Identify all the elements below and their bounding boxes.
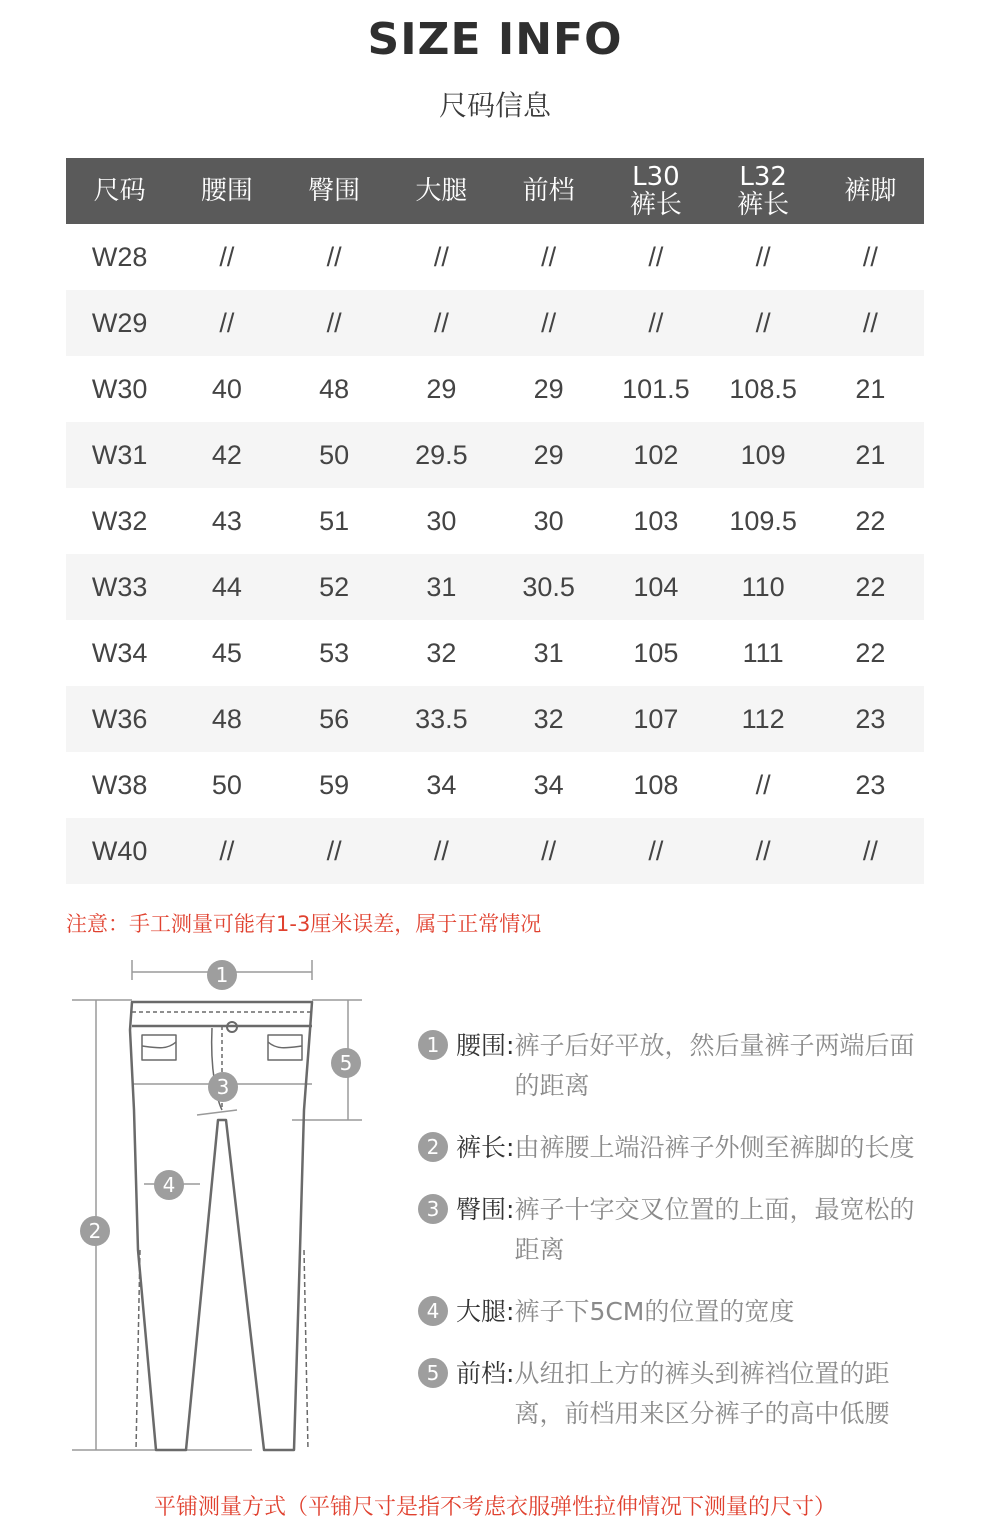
legend-description: 裤子十字交叉位置的上面，最宽松的距离 <box>514 1195 915 1264</box>
legend-term: 大腿: <box>456 1297 515 1326</box>
header-size: 尺码 <box>93 176 146 206</box>
size-cell: W34 <box>91 637 148 668</box>
value-cell: 23 <box>855 769 886 800</box>
value-cell: // <box>755 241 771 272</box>
measurement-note: 注意：手工测量可能有1-3厘米误差，属于正常情况 <box>66 912 542 936</box>
value-cell: 34 <box>533 769 564 800</box>
pants-illustration <box>72 950 372 1460</box>
value-cell: 29 <box>533 373 564 404</box>
size-cell: W30 <box>91 373 148 404</box>
value-cell: 22 <box>855 571 886 602</box>
header-leg-opening: 裤脚 <box>844 176 897 206</box>
value-cell: 31 <box>533 637 564 668</box>
size-cell: W29 <box>91 307 148 338</box>
value-cell: // <box>219 307 235 338</box>
size-cell: W38 <box>91 769 148 800</box>
legend-term: 臀围: <box>456 1195 515 1224</box>
value-cell: // <box>862 241 878 272</box>
size-cell: W33 <box>91 571 148 602</box>
size-table <box>66 158 924 884</box>
page-subtitle: 尺码信息 <box>438 89 551 122</box>
value-cell: 105 <box>633 637 679 668</box>
size-cell: W40 <box>91 835 148 866</box>
measurement-method-footer: 平铺测量方式（平铺尺寸是指不考虑衣服弹性拉伸情况下测量的尺寸） <box>153 1495 836 1520</box>
legend-term: 裤长: <box>456 1133 515 1162</box>
value-cell: 32 <box>426 637 457 668</box>
marker-2: 2 <box>80 1216 110 1246</box>
value-cell: 104 <box>633 571 679 602</box>
value-cell: 103 <box>633 505 679 536</box>
header-thigh: 大腿 <box>415 176 468 206</box>
marker-3: 3 <box>208 1072 238 1102</box>
value-cell: // <box>219 835 235 866</box>
marker-1: 1 <box>207 960 237 990</box>
table-row <box>66 818 924 884</box>
size-cell: W32 <box>91 505 148 536</box>
value-cell: 110 <box>741 571 785 602</box>
size-cell: W36 <box>91 703 148 734</box>
value-cell: 23 <box>855 703 886 734</box>
value-cell: 102 <box>633 439 679 470</box>
pants-diagram <box>72 950 372 1464</box>
value-cell: 50 <box>319 439 350 470</box>
value-cell: 43 <box>211 505 242 536</box>
size-cell: W28 <box>91 241 148 272</box>
table-row <box>66 686 924 752</box>
legend-description: 从纽扣上方的裤头到裤裆位置的距离，前档用来区分裤子的高中低腰 <box>514 1359 890 1428</box>
legend-number: 2 <box>418 1132 448 1162</box>
value-cell: // <box>755 835 771 866</box>
value-cell: 29.5 <box>415 439 468 470</box>
legend-number: 1 <box>418 1030 448 1060</box>
table-row <box>66 620 924 686</box>
value-cell: 48 <box>319 373 350 404</box>
table-row <box>66 290 924 356</box>
legend-item-waist <box>418 1026 938 1106</box>
value-cell: 101.5 <box>622 373 690 404</box>
value-cell: 108 <box>633 769 679 800</box>
value-cell: 42 <box>211 439 242 470</box>
value-cell: // <box>541 835 557 866</box>
value-cell: 29 <box>426 373 457 404</box>
value-cell: // <box>326 835 342 866</box>
measurement-legend <box>418 1026 938 1456</box>
value-cell: 56 <box>319 703 350 734</box>
value-cell: 31 <box>426 571 457 602</box>
legend-description: 裤子后好平放，然后量裤子两端后面的距离 <box>514 1031 915 1100</box>
value-cell: 53 <box>319 637 350 668</box>
header-hip: 臀围 <box>308 176 361 206</box>
value-cell: 22 <box>855 505 886 536</box>
value-cell: // <box>648 307 664 338</box>
value-cell: // <box>219 241 235 272</box>
value-cell: // <box>433 307 449 338</box>
value-cell: 34 <box>426 769 457 800</box>
value-cell: // <box>541 307 557 338</box>
value-cell: // <box>755 307 771 338</box>
legend-term: 腰围: <box>456 1031 515 1060</box>
value-cell: 32 <box>533 703 564 734</box>
value-cell: // <box>433 835 449 866</box>
legend-description: 由裤腰上端沿裤子外侧至裤脚的长度 <box>514 1133 915 1162</box>
value-cell: 108.5 <box>729 373 797 404</box>
value-cell: 21 <box>855 439 886 470</box>
value-cell: // <box>862 307 878 338</box>
legend-number: 4 <box>418 1296 448 1326</box>
size-cell: W31 <box>91 439 148 470</box>
table-body <box>66 224 924 884</box>
value-cell: 30.5 <box>522 571 575 602</box>
value-cell: 45 <box>211 637 242 668</box>
header-waist: 腰围 <box>200 176 253 206</box>
table-row <box>66 224 924 290</box>
value-cell: 40 <box>211 373 242 404</box>
table-header <box>66 158 924 224</box>
header-rise: 前档 <box>522 176 575 206</box>
legend-item-length <box>418 1128 938 1168</box>
table-row <box>66 356 924 422</box>
legend-item-thigh <box>418 1292 938 1332</box>
value-cell: 109.5 <box>729 505 797 536</box>
table-row <box>66 554 924 620</box>
value-cell: 22 <box>855 637 886 668</box>
table-row <box>66 488 924 554</box>
value-cell: // <box>433 241 449 272</box>
legend-item-hip <box>418 1190 938 1270</box>
value-cell: // <box>326 307 342 338</box>
value-cell: // <box>648 835 664 866</box>
legend-number: 3 <box>418 1194 448 1224</box>
value-cell: 109 <box>740 439 786 470</box>
page-title: SIZE INFO <box>367 14 623 65</box>
value-cell: 33.5 <box>415 703 468 734</box>
legend-term: 前档: <box>456 1359 515 1388</box>
value-cell: // <box>648 241 664 272</box>
value-cell: 48 <box>211 703 242 734</box>
value-cell: 112 <box>741 703 785 734</box>
marker-4: 4 <box>154 1170 184 1200</box>
header-l32-length: L32 裤长 <box>737 162 790 220</box>
value-cell: // <box>862 835 878 866</box>
table-row <box>66 752 924 818</box>
table-row <box>66 422 924 488</box>
value-cell: 21 <box>855 373 886 404</box>
value-cell: 29 <box>533 439 564 470</box>
legend-item-rise <box>418 1354 938 1434</box>
value-cell: // <box>541 241 557 272</box>
value-cell: 111 <box>742 637 784 668</box>
value-cell: 51 <box>319 505 350 536</box>
legend-description: 裤子下5CM的位置的宽度 <box>514 1297 795 1326</box>
marker-5: 5 <box>331 1048 361 1078</box>
value-cell: 30 <box>533 505 564 536</box>
value-cell: 30 <box>426 505 457 536</box>
value-cell: 107 <box>633 703 679 734</box>
header-l30-length: L30 裤长 <box>629 162 682 220</box>
value-cell: // <box>326 241 342 272</box>
value-cell: 59 <box>319 769 350 800</box>
value-cell: 50 <box>211 769 242 800</box>
value-cell: // <box>755 769 771 800</box>
value-cell: 52 <box>319 571 350 602</box>
value-cell: 44 <box>211 571 242 602</box>
legend-number: 5 <box>418 1358 448 1388</box>
